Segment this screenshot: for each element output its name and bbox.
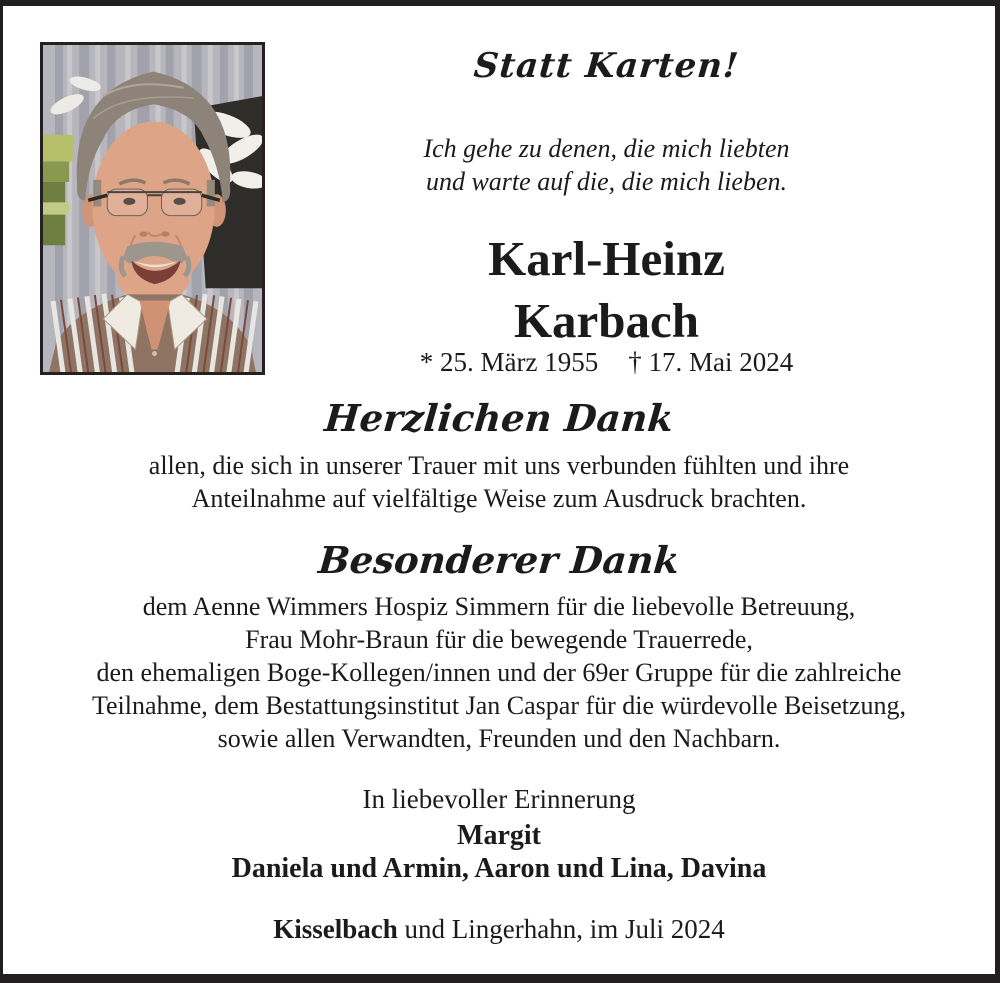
thanks-text	[3, 449, 995, 515]
birth-date: * 25. März 1955	[419, 347, 599, 377]
death-date: † 17. Mai 2024	[628, 347, 794, 377]
life-dates	[258, 347, 955, 378]
epigraph-line-2: und warte auf die, die mich lieben.	[425, 167, 788, 196]
epigraph	[258, 132, 955, 198]
place-date-rest: und Lingerhahn, im Juli 2024	[397, 914, 725, 944]
thanks-line-2: Anteilnahme auf vielfältige Weise zum Ausdruck brachten.	[191, 484, 807, 513]
special-thanks-line-1: dem Aenne Wimmers Hospiz Simmern für die liebevolle Betreuung,	[142, 592, 856, 621]
portrait-photo-illustration	[43, 45, 262, 372]
script-note: Statt Karten!	[472, 46, 741, 86]
thanks-line-1: allen, die sich in unserer Trauer mit uns verbunden fühlten und ihre	[148, 451, 850, 480]
thanks-heading: Herzlichen Dank	[322, 396, 676, 440]
deceased-first-name: Karl-Heinz	[488, 231, 725, 286]
special-thanks-heading: Besonderer Dank	[316, 538, 682, 582]
mourner-family: Daniela und Armin, Aaron und Lina, Davina	[231, 853, 767, 884]
special-thanks-line-4: Teilnahme, dem Bestattungsinstitut Jan Caspar für die würdevolle Beisetzung,	[91, 691, 907, 720]
portrait-photo	[40, 42, 265, 375]
special-thanks-line-5: sowie allen Verwandten, Freunden und den Nachbarn.	[217, 724, 781, 753]
deceased-last-name: Karbach	[513, 293, 700, 348]
special-thanks-text	[3, 590, 995, 755]
special-thanks-line-2: Frau Mohr-Braun für die bewegende Trauerrede,	[245, 625, 753, 654]
place-name-bold: Kisselbach	[273, 914, 398, 944]
mourner-margit: Margit	[457, 820, 541, 851]
place-date-line	[3, 914, 995, 945]
special-thanks-line-3: den ehemaligen Boge-Kollegen/innen und der 69er Gruppe für die zahlreiche	[96, 658, 902, 687]
memory-line: In liebevoller Erinnerung	[362, 784, 636, 814]
epigraph-line-1: Ich gehe zu denen, die mich liebten	[423, 134, 790, 163]
